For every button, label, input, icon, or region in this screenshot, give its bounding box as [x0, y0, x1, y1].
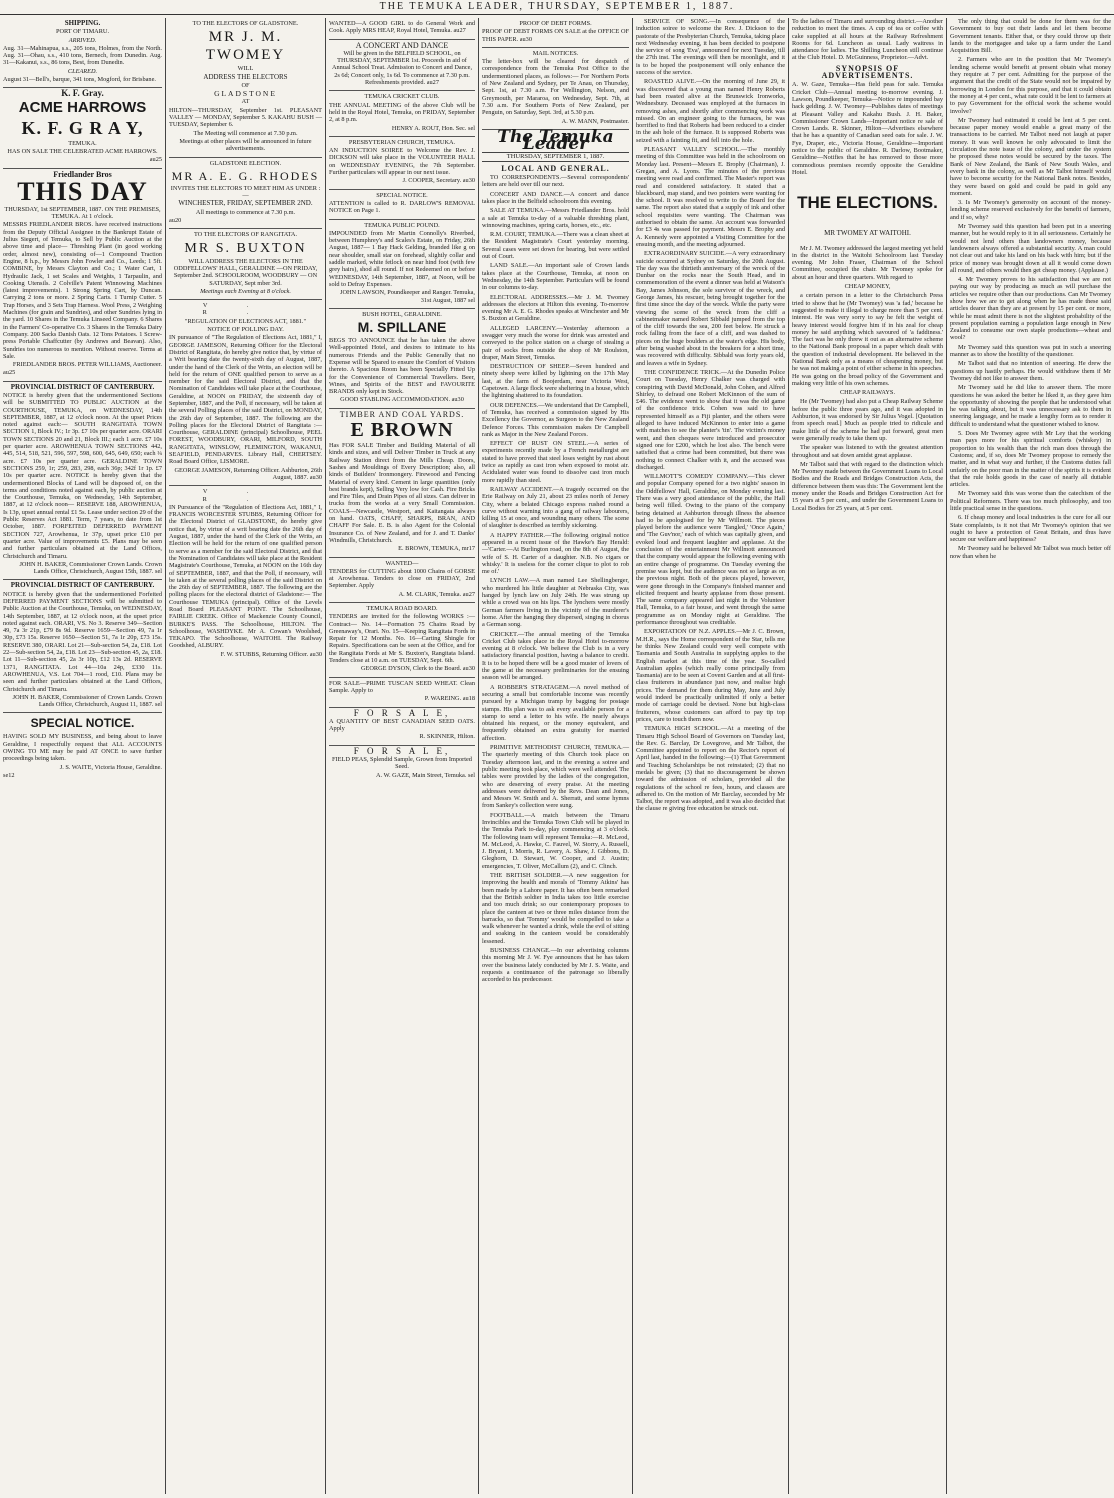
elections-title: THE ELECTIONS.: [797, 193, 938, 213]
this-day-ad: [3, 169, 162, 382]
brown-name: E BROWN: [350, 419, 454, 442]
this-day-heading: THIS DAY: [17, 176, 148, 206]
special-notice-waite: [3, 713, 162, 783]
buxton-name: MR S. BUXTON: [184, 240, 307, 256]
prov1-text: NOTICE is hereby given that the undermentioned Sections will be SUBMITTED TO PUBLIC AUCTION at the COURTHOUSE, TEMUKA, on WEDNESDAY, 14th SEPTEMBER, 1887, at 12 o'clock noon. At the upset Prices noted against each:— SOUTH RANGITATA TOWN SECTION 1, Block IV.; 1r 3p. £7 10s per quarter acre. ORARI TOWN SECTIONS 20 and 21, Block III.; each 1 acre. £7 10s per quarter acre. AROWHENUA TOWN SECTIONS 442, 445, 514, 518, 521, 596, 597, 598, 600, 645, 649, 650; each ¼ acre. £7 10s per quarter acre. GERALDINE TOWN SECTIONS 259, 1r; 259, 283, 298, each 36p; 342f 1r 1p. £7 10s per quarter acre. NOTICE is hereby given that the undermentioned Blocks of Land will be disposed of, on the terms and conditions noted against each, by public auction at the Courthouse, Temuka, on Wednesday, 14th September, 1887, at 12 o'clock noon— RESERVE 188, AROWHENUA, Is 13p, upset annual rental £1 5s. Lease under section 29 of the Public Reserves Act 1881. Term, 7 years, to date from 1st October, 1887. FORFEITED DEFERRED PAYMENT SECTION 727, Arowhenua, 1r 37p, upset price £10 per quarter acre. Value of improvements £5. Plans may be seen and further particulars obtained at the Land Offices, Christchurch and Timaru.: [3, 391, 162, 560]
news-paragraph: THE CONFIDENCE TRICK.—At the Dunedin Police Court on Tuesday, Henry Chalker was charged with conspiring with David McDonald, John Cohen, and Alfred Shirley, to defraud one Robert McKinnon of the sum of £46. The evidence went to show that it was the old game of the confidence trick. Cohen was said to have represented himself as a Fiji planter, and the others were alleged to have induced McKinnon to enter into a game with matches to see the planter's 'tin'. The victim's money went, and then cheques were introduced and prosecutor signed one for £200, which he lost also. The bench were satisfied that a crime had been committed, but there was nothing to connect Chalker with it, and the accused was discharged.: [636, 368, 785, 471]
news-paragraph: EXPORTATION OF N.Z. APPLES.—Mr J. C. Brown, M.H.R., says the Home correspondent of the Star, tells me he thinks New Zealand could very well compete with Tasmania and South Australia in supplying apples to the English market at this time of the year. So-called Australian apples (which really come principally from Tasmania) are to be seen at Covent Garden and at all first-class fruiterers in abundance just now, and realise high prices. The demand for them during May, June and July would indeed be practically unlimited if only a better mode of carriage could be devised. None but high-class fruiterers, whose customers can afford to pay tip top prices, care to touch them now.: [636, 628, 785, 723]
prov1-sign: JOHN H. BAKER, Commissioner Crown Lands. Crown Lands Office, Christchurch, August 15th, 1887. sel: [19, 560, 162, 576]
vr1-text: IN pursuance of "The Regulation of Elections Act, 1881," I, GEORGE JAMESON, Returning Officer for the Electoral District of Rangitata, do hereby give notice that, by virtue of a Writ bearing date the twenty-sixth day of August, 1887, under the hand of the Clerk of the Writs, an election will be held for the return of ONE qualified person to serve as a member for the said Electoral District, and that the Nomination of Candidates will take place at the Courthouse, Geraldine, at NOON on FRIDAY, the sixteenth day of September, 1887, and the Poll, if necessary, will be taken at the several Polling places of the said District, on MONDAY, the 26th day of September, 1887. The following are the Polling places for the Electoral District of Rangitata :— Courthouse, GERALDINE (principal) Schoolhouse, PEEL FOREST, WOODBURY, ORARI, MILFORD, SOUTH RANGITATA, WINSLOW, FLEMINGTON, WAKANUI, SEAFIELD, PENDARVES. Library Hall, CHERTSEY. Road Board Office, LISMORE.: [169, 334, 322, 466]
news-paragraph: CHEAP RAILWAYS.: [839, 389, 896, 397]
news-paragraph: CONCERT AND DANCE.—A concert and dance takes place in the Belfield schoolroom this evening.: [482, 190, 629, 205]
news-paragraph: 2. Farmers who are in the position that Mr Twomey's lending scheme would benefit at present obtain what money they require at 7 per cent. Admitting for the purpose of the argument that the credit of the State would not be impaired by borrowing in London for this purpose, and that it could obtain the money at 4 per cent., what rate could it be lent to farmers at to pay Government for the official work the scheme would involve?: [950, 56, 1111, 115]
vr2-text: IN Pursuance of the "Regulation of Elections Act, 1881," I, FRANCIS WORCESTER STUBBS, Returning Officer for the Electoral District of GLADSTONE, do hereby give notice that, by virtue of a writ bearing date the 26th day of August, 1887, under the hand of the Clerk of the Writs, an Election will be held for the return of one qualified person to serve as a member for the said Electoral District, and that the Nomination of Candidates will take place at the Resident Magistrate's Courthouse, Temuka, at NOON on the 16th day of SEPTEMBER, 1887, and that the Poll, if necessary, will be taken at the several polling places of the said District on the 26th day of SEPTEMBER, 1887. The following are the polling places for the electoral district of Gladstone:— The Courthouse TEMUKA (principal). Office of the Levels Road Board PLEASANT POINT. The Schoolhouse, FAIRLIE CREEK. Office of Mackenzie County Council, BURKE'S PASS. The Schoolhouse, HILTON. The Schoolhouse, WASHDYKE. Mr A. Cowan's Woolshed, TEKAPO. The Schoolhouse, WAITOHI. The Railway Goodshed, ALBURY.: [169, 503, 323, 650]
bush-hotel-ad: [329, 309, 475, 409]
rangitata-head: TO THE ELECTORS OF RANGITATA.: [193, 231, 298, 239]
kfg-ad: [3, 88, 162, 168]
prov2-title: PROVINCIAL DISTRICT OF CANTERBURY.: [10, 581, 155, 590]
peas-sign: A. W. GAZE, Main Street, Temuka. sel: [376, 771, 475, 779]
local-news-list: [482, 174, 629, 983]
spillane-name: M. SPILLANE: [357, 319, 447, 336]
oats-ad: [329, 708, 475, 746]
column-1: [0, 18, 165, 1496]
news-paragraph: FOOTBALL.—A match between the Timaru Invincibles and the Temuka Town Club will be played in the Temuka Park to-day, play commencing at 3 o'clock. The following team will represent Temuka:—R. McLeod, M. McLeod, A. Hawke, C. Fauvel, W. Storry, A. Russell, J. Bryant, I. Morris, R. Lavery, A. Shaw, J. Gibbons, D. Gleghorn, D. Stewart, W. Cooper, and J. Austin; emergencies, T. Oliver, McCallum (2), and C. Clinch.: [482, 811, 629, 870]
bush-title: BUSH HOTEL, GERALDINE.: [362, 310, 442, 318]
rhodes-meet: All meetings to commence at 7.30 p.m.: [195, 208, 296, 216]
pound-text: IMPOUNDED from Mr Martin Connolly's Riverbed, between Humphrey's and Scales's Estate, on Friday, 26th August, 1887— 1 Bay Hack Gelding, branded like g on near shoulder, small star on forehead, slightly collar and saddle marked, white fetlock on near hind foot (with few grey hairs), shod all round. If not Redeemed on or before WEDNESDAY, 14th September, 1887, at Noon, will be sold to Defray Expenses.: [329, 229, 475, 288]
brown-sign: E. BROWN, TEMUKA, mr17: [398, 545, 475, 553]
twomey-address: ADDRESS THE ELECTORS: [203, 72, 288, 81]
concert-ad: [329, 40, 475, 92]
polling-notice-rangitata: [169, 300, 322, 486]
wheat-ad: [329, 678, 475, 708]
prov2-sign: JOHN H. BAKER, Commissioner of Crown Lands. Crown Lands Office, Christchurch, August 11, 1887. sel: [12, 693, 162, 709]
wanted2-title: WANTED—: [385, 559, 419, 567]
news-paragraph: CRICKET.—The annual meeting of the Temuka Cricket Club takes place in the Royal Hotel to-morrow evening at 8 o'clock. We believe the Club is in a very satisfactory financial position, having a balance to credit. It is to be hoped there will be a good muster of lovers of the game at the necessary preliminaries for the ensuing season will be arranged.: [482, 630, 629, 682]
news-paragraph: 4. Mr Twomey proves to his satisfaction that we are not paying our way by producing as much as will purchase the articles we require other than our productions. Can Mr Twomey show how we are to get along when he has made these said articles dearer than they are at present by 15 per cent. or more, while he must admit there is not the slightest probability of the present population earning a population large enough in New Zealand to consume our own staple productions—wheat and wool?: [950, 276, 1111, 342]
news-paragraph: Mr Talbot said that with regard to the distinction which Mr Twomey made between the Government Loans to Local Bodies and the Roads and Bridges Construction Acts, the difference between them was this: The Government lent the money under the Roads and Bridges Construction Act for 15 years at 5 per cent., and under the Government Loans to Local Bodies for 25 years, at 5 per cent.: [792, 460, 943, 512]
rhodes-invites: INVITES THE ELECTORS TO MEET HIM AS UNDER :—: [170, 184, 321, 200]
news-paragraph: RAILWAY ACCIDENT.—A tragedy occurred on the Erie Railway on July 21, about 23 miles north of Jersey City, where a belated Chicago express rushed round a curve without warning into a gang of railway labourers, killing 15 at once, and wounding many others. The scene of slaughter is described as terribly sickening.: [482, 485, 629, 530]
news-paragraph: OUR DEFENCES.—We understand that Dr Campbell, of Temuka, has received a commission signed by His Excellency the Governor, as Surgeon to the New Zealand Defence Forces. This commission makes Dr Campbell rank as Major in the New Zealand Forces.: [482, 401, 629, 438]
concert-title: A CONCERT AND DANCE: [355, 40, 449, 50]
buxton-text: WILL ADDRESS THE ELECTORS IN THE ODDFELLOWS' HALL, GERALDINE —ON FRIDAY, September 2nd. SCHOOLROOM, WOODBURY — ON SATURDAY, Sept mber 3rd.: [173, 257, 318, 287]
road-text: TENDERS are invited for the following WORKS :— Contract— No. 14—Formation 75 Chains Road by Greenaway's, Orari. No. 15—Keeping Rangitata Fords in Repair for 12 Months. No. 16—Carting Shingle for Repairs. Specifications can be seen at the Office, and for the Rangitata Fords at Mr S. Buxton's, Rangitata Island. Tenders close at 10 a.m. on TUESDAY, Sept. 6th.: [329, 613, 475, 665]
cricket-title: TEMUKA CRICKET CLUB.: [364, 93, 440, 101]
wanted-tenders-ad: [329, 558, 475, 603]
port-name: PORT OF TIMARU.: [55, 28, 110, 36]
news-paragraph: Mr Talbot said that no intention of sneering. He drew the questions up hastily perhaps. He would withdraw them if Mr Twomey did not like to answer them.: [950, 360, 1111, 382]
arrived-list: Aug. 31—Mahinapua, s.s., 205 tons, Holmes, from the North. Aug. 31—Ohau, s.s., 410 tons, Bernech, from Dunedin. Aug. 31—Kakanui, s.s., 86 tons, Best, from Dunedin.: [3, 44, 162, 67]
oats-title: F O R S A L E,: [353, 707, 451, 718]
cricket-ad: [329, 91, 475, 136]
gladstone-head: TO THE ELECTORS OF GLADSTONE.: [192, 20, 299, 27]
wanted2-sign: A. M. CLARK, Temuka. au27: [398, 590, 475, 598]
brown-text: Has FOR SALE Timber and Building Material of all kinds and sizes, and will Deliver Timber in Truck at any Railway Station direct from the Mills Cheap. Doors, Sashes and Mouldings of Every Description; also, all kinds of Builders' Ironmongery. Firewood and Fencing Material of every kind. Cement in large quantities (only best brands kept), Selling Very low for Cash. Fire Bricks and Fire Tiles, and Drain Pipes of all sizes. Can deliver in trucks from the works at a very Small Commission. COALS—Newcastle, Westport, and Kaitangata always on hand. OATS, CHAFF, SHARPS, BRAN, AND CHAFF For Sale. E. B. is also Agent for the Colonial Insurance Co. of New Zealand, and for J. and T. Danks' Windmills, Christchurch.: [329, 442, 475, 544]
twomey-will: WILL: [237, 65, 254, 73]
shipping-section: [3, 18, 162, 88]
news-paragraph: TEMUKA HIGH SCHOOL.—At a meeting of the Timaru High School Board of Governors on Tuesday last, the Rev. G. Barclay, Dr Lovegrove, and Mr Talbot, the Committee appointed to report on the Rector's report of April last, handed in the following:—(1) That Government and Teaching Scholarships be not reinstated; (2) that no medals be given; (3) that no discouragement be shown toward the admission of scholars, provided all the regulations of the school re fees, hours, and classes are adhered to. On the motion of Mr Barclay, seconded by Mr Talbot, the report was adopted, and it was also decided that the clause re giving free education be struck out.: [636, 725, 785, 813]
acme-heading: ACME HARROWS: [18, 98, 147, 116]
news-paragraph: ROASTED ALIVE.—On the morning of June 29, it was discovered that a young man named Henry Roberts had been roasted alive at the Brunswick Ironworks, Wednesbury. Deceased was employed at the furnaces in removing ashes, and shortly after commencing work was missed. On an engineer going to the furnaces, he was horrified to find that Roberts had been reduced to a cinder in the ash hole of the furnace. It is supposed Roberts was seized with a fainting fit, and fell into the hole.: [636, 78, 785, 144]
road-sign: GEORGE DYSON, Clerk to the Board. au30: [360, 665, 475, 673]
news-paragraph: Mr Twomey said he believed Mr Talbot was much better off now than when he: [950, 545, 1111, 560]
paper-title: The Temuka Leader: [497, 126, 614, 155]
this-day-sign: FRIEDLANDER BROS. PETER WILLIAMS, Auctioneer.: [12, 361, 162, 369]
oats-text: A QUANTITY OF BEST CANADIAN SEED OATS. Apply: [329, 717, 475, 733]
rhodes-place: WINCHESTER, FRIDAY, SEPTEMBER 2ND.: [178, 199, 313, 208]
pound-ad: [329, 220, 475, 309]
wanted2-text: TENDERS for CUTTING about 1000 Chains of GORSE at Arowhenua. Tenders to close on FRIDAY, 2nd September. Apply: [329, 567, 475, 590]
news-paragraph: CHEAP MONEY,: [844, 283, 891, 291]
news-paragraph: a certain person in a letter to the Christchurch Press tried to show that he (Mr Twomey) was 'a fad,' because he suggested to make it illegal to charge more than 5 per cent. interest. He was very sorry to say he felt the weight of heavy interest would forgive him if in his zeal for cheap money he said anything which savoured of 'a faddiness.' The fact was he only threw it out as an alternative scheme to the National Bank proposal in a paper which dealt with the question of industrial development. He believed in the National Bank only as a means of cheapening money, but he was not making a point of either scheme in his speeches. He was going on the broad policy of the Government and making very little of his own schemes.: [792, 292, 943, 387]
special-title: SPECIAL NOTICE.: [30, 716, 135, 731]
buxton-ad: [169, 229, 322, 300]
spillane-stable: GOOD STABLING ACCOMMODATION. au30: [340, 396, 464, 404]
prov1-title: PROVINCIAL DISTRICT OF CANTERBURY.: [10, 382, 155, 391]
news-paragraph: THE BRITISH SOLDIER.—A new suggestion for improving the health and morals of 'Tommy Atkins' has been made by a Lahore paper. It has often been remarked that the British soldier in India takes too little exercise and too much drink; so our contemporary proposes to place the canteen at two or three miles distance from the barracks, so that 'Tommy' would be compelled to take a walk whenever he wanted a drink, while the evil of sitting and soaking in the canteen would be considerably lessened.: [482, 872, 629, 945]
vr2-sign: F. W. STUBBS, Returning Officer. au30: [220, 650, 322, 658]
special-code: se12: [3, 771, 15, 779]
proof-text: PROOF OF DEBT FORMS ON SALE at the OFFICE OF THIS PAPER. au30: [482, 28, 630, 43]
darlow-title: SPECIAL NOTICE.: [376, 191, 428, 199]
elections-sub: MR TWOMEY AT WAITOHI.: [824, 229, 911, 238]
elections-report: [792, 245, 943, 512]
column-5: [633, 18, 788, 1496]
this-day-text: MESSRS FRIEDLANDER BROS. have received instructions from the Deputy Official Assignee in the Bankrupt Estate of Julius Siegert, of Temuka, to Sell by Public Auction at the above time and place— Threshing Plant (in good working order, almost new), consisting of—1 Compound Traction Engine, 8 h.p., by Messrs John Fowler and Co., Leeds; 1 5ft. COMBINE, by Messrs Clayton and Co.; 1 Water Cart, 1 Hydraulic Jack, 1 set Scales and Weights, 1 Tarpaulin, and Cooking Utensils. 2 Colville's Patent Winnowing Machines (latest improvements). 1 Strong Spring Cart, by Duncan. Carrying 2 tons or more. 2 Spring Carts. 1 Turnip Cutter. 5 Trap Horses, and 3 Sets Trap Harness. Wool Press, 2 Weighing Machines (for grain and Sundries), and other Sundries lying in the yard. 10 Shares in the Temuka Linseed Company. 6 Shares in the Farmers' Co-operative Co. 3 Shares in the Temuka Dairy Company. 200 Sacks Danish Oats. 12 Tons Potatoes. 1 Screw-press Portable Chaffcutter (by Andrews and Beavan). Also, Sundries too numerous to mention. Without reserve. Terms at Sale.: [3, 221, 162, 360]
darlow-notice: [329, 190, 475, 220]
wanted-girl-text: WANTED—A GOOD GIRL to do General Work and Cook. Apply MRS HEAP, Royal Hotel, Temuka. au27: [329, 20, 475, 35]
peas-text: FIELD PEAS, Splendid Sample, Grown from Imported Seed.: [332, 756, 472, 771]
column-6: [789, 18, 946, 1496]
presby-sign: J. COOPER, Secretary. au30: [402, 177, 475, 185]
rhodes-name: MR A. E. G. RHODES: [171, 168, 320, 183]
news-paragraph: Mr Twomey said this question was put in such a sneering manner as to show the hostility of the questioner.: [950, 343, 1111, 359]
vr2-mark: V. R.: [202, 488, 289, 503]
brown-ad: [329, 409, 475, 558]
kfg-place: TEMUKA.: [68, 139, 97, 147]
special-sign: J. S. WAITE, Victoria House, Geraldine.: [59, 763, 162, 771]
news-paragraph: The only thing that could be done for them was for the Government to buy out their lands and let them become Government tenants. Either that, or they could throw up their lands to the mortgagee and take up a farm under the Land Acquisition Bill.: [950, 18, 1111, 55]
column-7: [947, 18, 1114, 1496]
friedlander-banner: Friedlander Bros: [53, 169, 112, 179]
news-paragraph: Mr Twomey said he did like to answer them. The more questions he was asked the better he liked it, as they gave him the opportunity of showing the people that he understood what he was talking about, but it was unnecessary ask to them in sneering language, and he made a lengthy form as to render it difficult to understand what the questioner wished to know.: [950, 384, 1111, 428]
peas-title: F O R S A L E,: [353, 745, 451, 756]
news-list-col5: [636, 18, 785, 813]
wheat-text: FOR SALE—PRIME TUSCAN SEED WHEAT. Clean Sample. Apply to: [329, 679, 475, 694]
news-paragraph: 6. If cheap money and local industries is the cure for all our State complaints, is it not that Mr Twomey's opinion that we ought to have a protection of Great Britain, and thus have secure our welfare and happiness?: [950, 514, 1111, 544]
mail-sign: A. W. MANN, Postmaster.: [561, 117, 629, 125]
news-paragraph: DESTRUCTION OF SHEEP.—Seven hundred and ninety sheep were killed by lightning on the 17th May last, at the farm of Boojerdam, near Victoria West, Capetown. A large flock were sheltering in a house, which the lightning shattered to its foundation.: [482, 363, 629, 400]
news-paragraph: Mr Twomey had estimated it could be lent at 5 per cent. because paper money would enable a great many of the transactions to be carried. Mr Talbot need not laugh at paper money. It was well known he only advocated to limit the circulation the note issue of the colony, and under the system he proposed these notes would be secured by the taxes. The Bank of New Zealand, the Bank of New South Wales, and every bank in the colony, as well as Mr Talbot himself would have to become security for the National Bank notes. Besides, they were based on gold and could be paid in gold any moment.: [950, 116, 1111, 197]
cricket-text: THE ANNUAL MEETING of the above Club will be held in the Royal Hotel, Temuka, on FRIDAY, September 2, at 8 p.m.: [329, 101, 475, 124]
cleared-list: August 31—Bell's, barque, 341 tons, Mogford, for Brisbane.: [3, 76, 156, 84]
this-day-code: au25: [3, 369, 16, 377]
news-paragraph: LYNCH LAW.—A man named Lee Shellingberger, who murdered his little daughter at Nebraska City, was hanged by lynch law on July 24th. He was strung up while a crowd was on his lips. The lynchers were mostly German farmers living in the vicinity of the murderer's home. After the hanging they dispersed, singing in chorus a German song.: [482, 577, 629, 629]
arrived-label: ARRIVED.: [68, 36, 97, 44]
news-paragraph: Mr J. M. Twomey addressed the largest meeting yet held in the district in the Waitohi Schoolroom last Tuesday evening. Mr John Fraser, Chairman of the School Committee, occupied the chair. Mr Twomey spoke for about an hour and three quarters. With regard to: [792, 244, 943, 281]
refreshment-notice: To the ladies of Timaru and surrounding district.—Another reduction to meet the times. A cup of tea or coffee with cake supplied at all hours at the Railway Refreshment Rooms for 6d. Luncheon as usual. Lady waitress in attendance for ladies. The Shilling Luncheon still continue at the Club Hotel. D. McGuinness, Proprietor.—Advt.: [792, 18, 943, 62]
concert-text: Will be given in the BELFIELD SCHOOL, on THURSDAY, SEPTEMBER 1st. Proceeds in aid of Annual School Treat. Admission to Concert and Dance, 2s 6d; Concert only, 1s 6d. To commence at 7.30 p.m. Refreshments provided. au27: [331, 49, 473, 87]
masthead: THE TEMUKA LEADER, THURSDAY, SEPTEMBER 1, 1887.: [0, 0, 1114, 15]
twomey-ad: [169, 18, 322, 158]
peas-ad: [329, 746, 475, 783]
kfg-text: HAS ON SALE THE CELEBRATED ACME HARROWS.: [7, 147, 158, 155]
twomey-gladstone: GLADSTONE: [214, 89, 277, 99]
paper-date: THURSDAY, SEPTEMBER 1, 1887.: [482, 152, 629, 161]
column-2: [166, 18, 325, 1496]
twomey-dates: HILTON—THURSDAY, September 1st. PLEASANT VALLEY — MONDAY, September 5. KAKAHU BUSH — TUESDAY, September 6.: [169, 106, 322, 129]
proof-forms-ad: [482, 18, 629, 48]
vr1-title: "REGULATION OF ELECTIONS ACT, 1881.": [184, 317, 307, 325]
news-paragraph: The speaker was listened to with the greatest attention throughout and sat down amidst great applause.: [792, 444, 943, 459]
news-paragraph: R.M. COURT, TEMUKA.—There was a clean sheet at the Resident Magistrate's Court yesterday morning. Several cases were set down for hearing, but were settled out of Court.: [482, 231, 629, 261]
proof-head: PROOF OF DEBT FORMS.: [519, 20, 592, 27]
kfg-code: au25: [149, 156, 162, 164]
news-paragraph: SERVICE OF SONG.—In consequence of the induction soiree to welcome the Rev. J. Dickson to the pastorate of the Presbyterian Church, Temuka, taking place next Wednesday evening, it has been decided to postpone the service of song 'Eva', announced for next Tuesday, till the 27th inst. The evenings will then be moonlight, and it is to be hoped the postponement will only enhance the success of the service.: [636, 18, 785, 77]
news-paragraph: A ROBBER'S STRATAGEM.—A novel method of securing a small but comfortable income was recently pursued by a Michigan tramp by bagging for postage stamps. His plan was to ask every available person for a stamp to send a letter to his wife. He nearly always obtained his request, or the money equivalent, and frequently obtained an extra gratuity for married affection.: [482, 683, 629, 742]
vr1-sign: GEORGE JAMESON, Returning Officer. Ashburton, 26th August, 1887. au30: [174, 466, 322, 481]
this-day-date: THURSDAY, 1st SEPTEMBER, 1887. ON THE PREMISES, TEMUKA. At 1 o'clock.: [4, 205, 161, 221]
news-paragraph: EFFECT OF RUST ON STEEL.—A series of experiments recently made by a French metallurgist are stated to have proved that steel loses weight by rust about twice as rapidly as cast iron when exposed to moist air. Acidulated water was found to dissolve cast iron much more rapidly than steel.: [482, 440, 629, 484]
twomey-other: Meetings at other places will be announced in future advertisements.: [179, 137, 312, 153]
news-paragraph: PRIMITIVE METHODIST CHURCH, TEMUKA.—The quarterly meeting of this Church took place on Tuesday afternoon last, and in the evening a soiree and public meeting took place, which were well attended. The tables were provided by the ladies of the congregation, who are deserving of every praise. At the meeting addresses were delivered by the Revs. Dean and Jones, and Messrs W. Smith and A. Sherratt, and some hymns from Sankey's collection were sung.: [482, 744, 629, 810]
special-text: HAVING SOLD MY BUSINESS, and being about to leave Geraldine, I respectfully request that ALL ACCOUNTS OWING TO ME may be paid AT ONCE to save further proceedings being taken.: [3, 733, 162, 763]
twomey-at: AT: [241, 98, 250, 106]
pound-sign: JOHN LAWSON, Poundkeeper and Ranger. Temuka, 31st August, 1887 sel: [340, 289, 475, 304]
kfg-banner: K. F. Gray.: [61, 88, 104, 99]
wanted-girl-ad: [329, 18, 475, 40]
news-paragraph: He (Mr Twomey) had also put a Cheap Railway Scheme before the public three years ago, and it was adopted in Ashburton, it was endorsed by Sir Julius Vogel. [Quotation from speech read.] Much as people tried to ridicule and make little of the scheme he had put forward, great men were generally ready to take them up.: [792, 398, 943, 442]
road-board-ad: [329, 603, 475, 678]
news-paragraph: A HAPPY FATHER.—The following original notice appeared in a recent issue of the Hawke's Bay Herald:—'Carter.—At Burlington road, on the 8th of August, the wife of S. H. Carter of a daughter. N.B. No cigars or whisky.' It is useless for the corner clique to plot to rob me of.': [482, 531, 629, 576]
news-paragraph: TO CORRESPONDENTS.—Several correspondents' letters are held over till our next.: [482, 174, 629, 189]
darlow-text: ATTENTION is called to R. DARLOW'S REMOVAL NOTICE on Page 1.: [329, 199, 475, 215]
twomey-of: OF: [241, 81, 250, 89]
polling-notice-gladstone: [169, 486, 322, 662]
news-paragraph: SALE AT TEMUKA.—Messrs Friedlander Bros. hold a sale at Temuka to-day of a valuable threshing plant, winnowing machines, spring carts, horses, etc., etc.: [482, 207, 629, 229]
presbyterian-ad: [329, 137, 475, 190]
rhodes-ad: [169, 158, 322, 230]
shipping-title: SHIPPING.: [64, 19, 101, 27]
timber-head: TIMBER AND COAL YARDS.: [339, 409, 465, 419]
news-paragraph: ALLEGED LARCENY.—Yesterday afternoon a swagger very much the worse for drink was arrested and conveyed to the police station on a charge of stealing a pair of socks from outside the shop of Mr Roulston, draper, Main Street, Temuka.: [482, 324, 629, 361]
gladstone-election: GLADSTONE ELECTION.: [209, 159, 282, 167]
synopsis-text: A. W. Gaze, Temuka—Has field peas for sale. Temuka Cricket Club—Annual meeting to-morrow evening. J. Lawson, Poundkeeper, Temuka—Notice re impounded bay hack gelding. J. W. Twomey—Publishes dates of meetings at Pleasant Valley and Kakahu Bush. J. H. Baker, Commissioner Crown Lands—Important notice re sale of Crown Lands. R. Skinner, Hilton—Advertises elsewhere that he has a quantity of Canadian seed oats for sale. J. W. Fye, Draper, etc., Victoria House, Geraldine—Important notice to the public of Geraldine. R. Darlow, Bootmaker, Geraldine—Notifies that he has removed to those more commodious premises recently opposite the Geraldine Hotel.: [792, 81, 943, 176]
presby-text: AN INDUCTION SOIREE to Welcome the Rev. J. DICKSON will take place in the VOLUNTEER HALL on WEDNESDAY EVENING, the 7th September. Further particulars will appear in our next issue.: [329, 147, 475, 177]
news-paragraph: WILLMOTT'S COMEDY COMPANY.—This clever and popular Company opened for a two nights' season in the Oddfellows' Hall, Geraldine, on Monday evening last. There was a very good attendance of the public, the Hall being well filled. Owing to the piano of the company being detained at Ashburton through illness the absence had to be apologised for by Mr Willmott. The pieces played before the audience were 'Tangled,' 'Once Again,' and 'The Guv'nor,' each of which was capitally given, and evoked loud and frequent laughter and applause. At the conclusion of the entertainment Mr Willmott announced that the company would appear the following evening with an entire change of programme. On Tuesday evening the premise was kept, but the audience was not so large as on the previous night. Both of the pieces played, however, were gone through in the Company's finished manner and elicited frequent and hearty applause from those present. The same company appeared last night in the Volunteer Hall, Temuka, to a fair house, and went through the same programme as on Monday night at Geraldine. The performance throughout was creditable.: [636, 473, 785, 627]
mail-text: The letter-box will be cleared for despatch of correspondence from the Temuka Post Office to the undermentioned places, as follows:— For Northern Ports of New Zealand and Sydney, per Te Anau, on Thursday, Sept. 1st, at 7.30 a.m. For Wellington, Nelson, and Greymouth, per Mararoa, on Wednesday, Sept. 7th, at 7.30 a.m. For Southern Ports of New Zealand, per Penguin, on Saturday, Sept. 3rd, at 5.30 p.m.: [482, 58, 629, 117]
cleared-label: CLEARED.: [67, 67, 98, 75]
synopsis-title: SYNOPSIS OF ADVERTISEMENTS.: [821, 63, 914, 81]
twomey-meet: The Meeting will commence at 7.30 p.m.: [193, 129, 298, 137]
local-title: LOCAL AND GENERAL.: [501, 163, 610, 173]
twomey-name: MR J. M. TWOMEY: [205, 29, 286, 64]
elections-report-continued: [950, 18, 1111, 560]
news-paragraph: PLEASANT VALLEY SCHOOL.—The monthly meeting of this Committee was held in the schoolroom on Monday last. Present—Messrs E. Brophy (Chairman), J. Gregan, and A. Lyons. The minutes of the previous meeting were read and confirmed. The Master's report was read and considered satisfactory. It stated that a blackboard, map stand, and two pointers were wanting for the school. It was resolved to write to the Board for the same. The report also stated that a supply of ink and other school requisites were wanting. The Chairman was authorised to obtain the same. An account was forwarded for £3 4s was passed for payment. Messrs E. Brophy and A. Kennedy were appointed a Visiting Committee for the ensuing month, and the meeting adjourned.: [636, 146, 785, 248]
kfg-name: K. F. G R A Y,: [21, 117, 144, 138]
mail-title: MAIL NOTICES.: [532, 49, 579, 57]
buxton-meet: Meetings each Evening at 8 o'clock.: [200, 287, 291, 295]
news-paragraph: ELECTORAL ADDRESSES.—Mr J. M. Twomey addresses the electors at Hilton this evening. To-morrow evening Mr A. E. G. Rhodes speaks at Winchester and Mr S. Buxton at Geraldine.: [482, 293, 629, 323]
wheat-sign: P. WAREING. au18: [424, 695, 475, 703]
column-3: [326, 18, 478, 1496]
oats-sign: R. SKINNER, Hilton.: [419, 733, 475, 741]
news-paragraph: Mr Twomey said this was worse than the catechism of the Political Reformers. There was too much philosophy, and too little practical sense in the questions.: [950, 490, 1111, 512]
vr1-sub: NOTICE OF POLLING DAY.: [207, 326, 284, 334]
rhodes-code: au20: [169, 217, 182, 225]
news-paragraph: 5. Does Mr Twomey agree with Mr Ley that the working man pays more for his spiritual comforts (whiskey) in proportion to his wealth than the rich man does through the Customs; and, if so, does Mr Twomey propose to remedy the matter, and in what way and further, if the Customs duties fall unfairly on the poor man in the matter of the spirits it is evident that the rule holds goods in the case of nearly all dutiable articles.: [950, 430, 1111, 489]
provincial-notice-1: [3, 382, 162, 581]
presby-title: PRESBYTERIAN CHURCH, TEMUKA.: [348, 138, 456, 146]
prov2-text: NOTICE is hereby given that the undermentioned Forfeited DEFERRED PAYMENT SECTIONS will be submitted to Public Auction at the Courthouse, Temuka, on WEDNESDAY, 14th September, 1887, at 12 o'clock noon, at the upset price noted against each. ORARI, VS. No 3. Reserve 349—Section 49, 7a 3r 21p, £79 8s 9d. Reserve 1659—Section 49, 7a 1r 30p, £73 15s. Reserve 1650—Section 51, 7a 1r 20p, £73 15s. RESERVE 380, ORARI. Lot 21—Sub-section 54, 2a, £18. Lot 22—Sub-section 54, 2a, £18. Lot 23—Sub-section 45, 2a, £18. Lot 11—Sub-section 45, 2a 3r 10p, £12 13s 2d. RESERVE 1371, RANGITATA. Lot 44—10a 24p, £330 11s. AROWHENUA, V.S. Lot 704—1 rood, £10. Plans may be seen and further particulars obtained at the Land Offices, Christchurch and Timaru.: [3, 590, 162, 693]
news-paragraph: 3. Is Mr Twomey's generosity on account of the money-lending scheme reserved exclusively for the benefit of farmers, and if so, why?: [950, 199, 1111, 221]
news-paragraph: Mr Twomey said this question had been put in a sneering manner, but he would reply to it in all seriousness. Certainly he would not lend others than landowners money, because landowners always offered a substantial security. A man could not clear out and take his land on his back with him; but if the price of money was brought down at all it would come down all round, and others would then get cheap money. (Applause.): [950, 223, 1111, 274]
cricket-sign: HENRY A. ROUT, Hon. Sec. sel: [391, 124, 475, 132]
column-4: [479, 18, 632, 1496]
news-paragraph: LAND SALE.—An important sale of Crown lands takes place at the Courthouse, Temuka, at noon on Wednesday, the 14th September. Particulars will be found in our columns to-day.: [482, 262, 629, 292]
news-paragraph: BUSINESS CHANGE.—In our advertising columns this morning Mr J. W. Fye announces that he has taken over the business lately conducted by Mr J. S. Waite, and requests a continuance of the patronage so liberally accorded to his predecessor.: [482, 947, 629, 984]
vr1-mark: V. R.: [202, 302, 289, 317]
news-paragraph: EXTRAORDINARY SUICIDE.—A very extraordinary suicide occurred at Sydney on Saturday, the 20th August. The day was the thirtieth anniversary of the wreck of the Dunbar on the rocks near the South Head, and in commemoration of the event a dinner was held at Watson's Bay, James Johnson, the sole survivor of the wreck, and George James, his rescuer, being brought together for the first time since the day of the wreck. While the party were viewing the scene of the wreck from the cliff a cabinetmaker named Robert Sibbald jumped from the top of the cliff towards the sea, 200 feet below. He struck a rock falling from the face of a cliff, and was dashed to pieces on the huge boulders at the water's edge. His body, after being washed about in the breakers for a short time, was recovered with difficulty. Sibbald was forty years old, and leaves a wife in Sydney.: [636, 250, 785, 367]
road-title: TEMUKA ROAD BOARD.: [366, 605, 438, 612]
mail-notices: [482, 48, 629, 130]
provincial-notice-2: [3, 580, 162, 713]
pound-title: TEMUKA PUBLIC POUND.: [364, 221, 440, 229]
spillane-text: BEGS TO ANNOUNCE that he has taken the above Well-appointed Hotel, and desires to intimate to his numerous Friends and the Public Generally that no Expense will be Spared to ensure the Comfort of Visitors thereto. A Spacious Room has been Specially Fitted Up for the Convenience of Commercial Travellers. Beer, Wines, and Spirits of the BEST and FAVOURITE BRANDS only kept in Stock.: [329, 337, 475, 396]
